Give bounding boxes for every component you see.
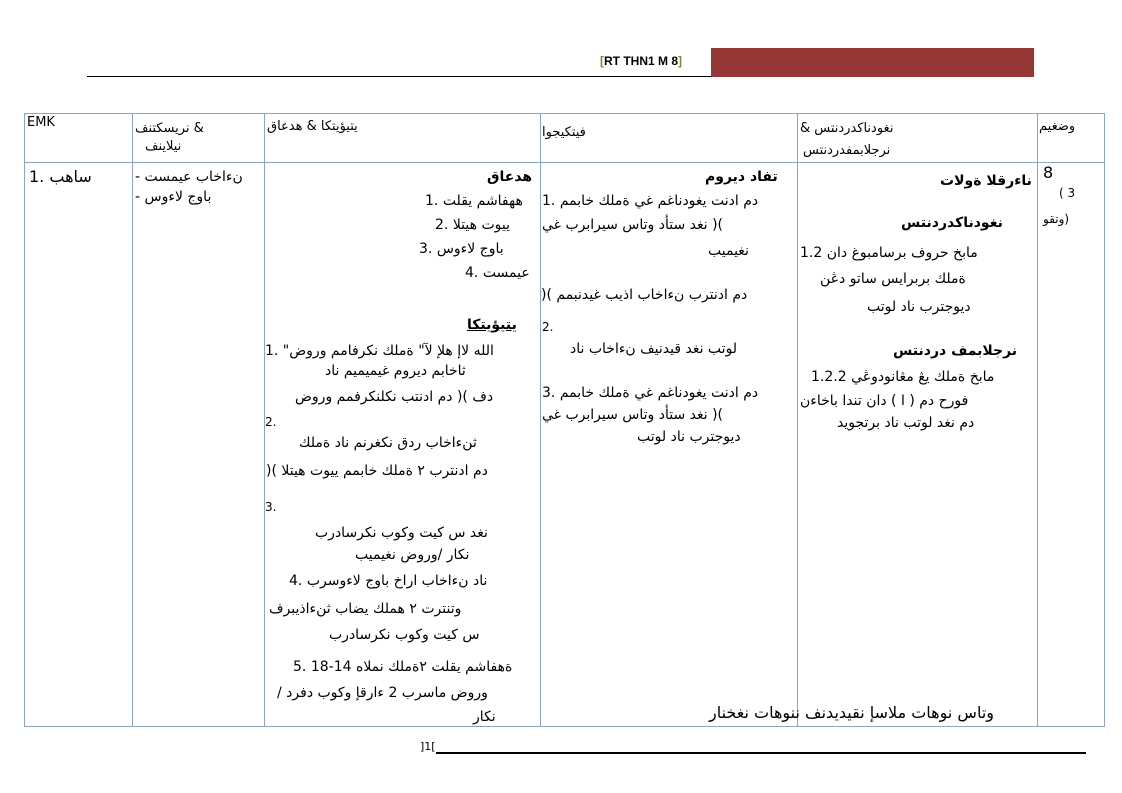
rules-title: هدعاق <box>487 169 533 185</box>
objective-line: نغيميب <box>708 243 749 259</box>
header-standards: & نغودناكدردنتس <box>800 121 894 136</box>
function-item: - باوج لاءوس <box>135 189 212 205</box>
objective-line: 3. دم ادنت يغودناغم غي ةملك خابمم <box>542 385 759 401</box>
activity-line: 5. ةهفاشم يقلت ٢ةملك نملاه 14-18 <box>293 659 513 675</box>
footer-rule <box>436 752 1086 754</box>
table-footer-text: وتاس نوهات ملاسإ نقيديدنف ننوهات نغخنار <box>709 703 994 722</box>
header-emk: EMK <box>27 115 55 130</box>
column-divider <box>797 114 798 726</box>
emk-value: 1. ساهب <box>29 167 92 186</box>
objective-line: لوتب نغد قيدنيف نءاخاب ناد <box>570 341 738 357</box>
page-number: ]1[ <box>420 740 436 753</box>
header-objectives: فيتكيجوا <box>542 125 586 140</box>
standard-line: 1.2.2 مابخ ةملك يڠ مڠانودوڠي <box>811 369 995 385</box>
rule-item: 4. عيمست <box>465 265 530 281</box>
standard-line: فورح دم ( ا ) دان تندا باخاءن <box>800 393 969 409</box>
week-duration-unit: وتقو) <box>1043 212 1070 226</box>
rule-item: 2. ييوت هيتلا <box>435 217 510 233</box>
activity-line: 1. "الله لاإ هلإ لآ" ةملك نكرفامم وروض <box>265 343 494 359</box>
objective-line: 1. دم ادنت يغودناغم غي ةملك خابمم <box>542 193 759 209</box>
activity-number: 2. <box>265 415 277 429</box>
objectives-title: تفاد ديروم <box>705 169 778 185</box>
standard-line: 1.2 مابخ حروف برسامبوغ دان <box>800 245 978 261</box>
activity-line: نكار <box>473 709 496 725</box>
content-standard-title: نغودناكدردنتس <box>901 215 1003 231</box>
rule-item: 3. باوج لاءوس <box>419 241 504 257</box>
week-number: 8 <box>1043 163 1054 182</box>
header-rules-activities: يتيؤيتكا & هدعاق <box>267 119 358 134</box>
activity-line: )( دم ادنترب ٢ ةملك خابمم ييوت هيتلا <box>266 463 488 479</box>
rule-item: 1. ههفاشم يقلت <box>425 193 523 209</box>
activity-line: نغد س كيت وكوب نكرسادرب <box>315 525 488 541</box>
activity-line: 4. ناد نءاخاب اراخ باوج لاءوسرب <box>289 573 488 589</box>
header-week: وضغيم <box>1039 119 1076 134</box>
objective-line: نغد ستأد وتاس سيرابرب غي )( <box>542 407 724 423</box>
activity-number: 3. <box>265 500 277 514</box>
objective-line: نغد ستأد وتاس سيرابرب غي )( <box>542 217 724 233</box>
activity-line: ثنءاخاب ردق نكغرنم ناد ةملك <box>299 435 477 451</box>
header-standards-line2: نرجلابمفدردنتس <box>803 143 891 158</box>
activities-title: يتيؤيتكا <box>467 317 517 333</box>
objective-number: 2. <box>542 320 554 334</box>
document-code: [RT THN1 M 8] <box>600 54 683 68</box>
header-rule <box>87 76 712 77</box>
week-duration: ( 3 <box>1059 186 1076 200</box>
standard-line: دم نغد لوتب ناد برتجويد <box>837 415 975 431</box>
activity-line: س كيت وكوب نكرسادرب <box>329 627 480 643</box>
objective-line: ديوجترب ناد لوتب <box>637 429 741 445</box>
activity-line: دف )( دم ادنتب نكلنكرفمم وروض <box>295 389 494 405</box>
standard-line: ديوجترب ناد لوتب <box>867 299 971 315</box>
standard-line: ةملك بربرايس ساتو دڠن <box>820 271 966 287</box>
activity-line: نكار /وروض نغيميب <box>355 547 470 563</box>
column-divider <box>132 114 133 726</box>
objective-line: )( دم ادنترب نءاخاب اذيب غيدنبمم <box>541 287 748 303</box>
column-divider <box>1037 114 1038 726</box>
function-item: - نءاخاب عيمست <box>135 169 243 185</box>
column-divider <box>540 114 541 726</box>
activity-line: ثاخابم ديروم غيميميم ناد <box>325 363 466 379</box>
header-function-line2: نيلاينف <box>145 139 182 154</box>
activity-line: وتنترت ٢ هملك يضاب ثنءاذيبرف <box>269 601 462 617</box>
learning-standard-title: نرجلابمف دردنتس <box>893 343 1018 359</box>
header-function: & نريسكتنف <box>135 121 204 136</box>
lesson-plan-table <box>24 113 1105 727</box>
standards-title: ناءرقلا ةولات <box>940 173 1032 189</box>
header-row-divider <box>25 162 1104 163</box>
activity-line: / وروض ماسرب 2 ءارقإ وكوب دفرد <box>277 685 488 701</box>
header-color-bar <box>711 48 1034 77</box>
